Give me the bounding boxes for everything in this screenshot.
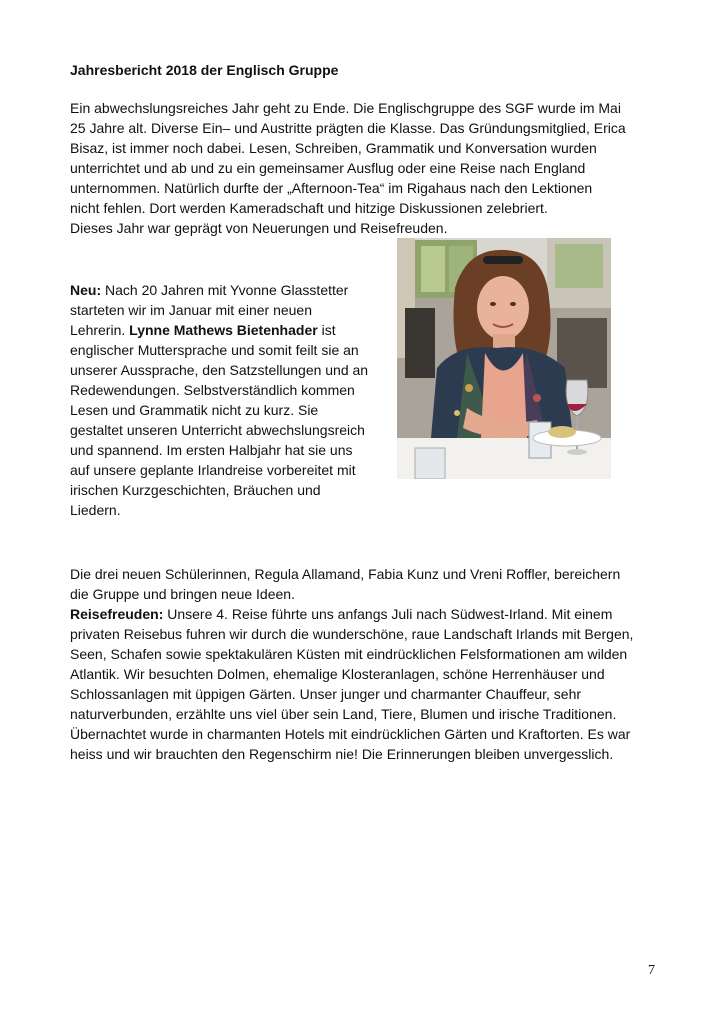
page-number: 7 bbox=[648, 963, 655, 978]
intro-line: nicht fehlen. Dort werden Kameradschaft und hitzige Diskussionen zelebriert. bbox=[70, 200, 548, 216]
intro-line: Ein abwechslungsreiches Jahr geht zu Ende. Die Englischgruppe des SGF wurde im Mai bbox=[70, 100, 621, 116]
neu-text-after: ist englischer Muttersprache und somit feilt sie an unserer Aussprache, den Satzstellungen und an Redewendungen. Selbstverständlich kommen Lesen und Grammatik nicht zu kurz. Sie gestaltet unseren Unterricht abwechslungsreich und spannend. Im ersten Halbjahr hat sie uns auf unsere geplante Irlandreise vorbereitet mit irischen Kurzgeschichten, Bräuchen und Liedern. bbox=[70, 322, 369, 518]
intro-line: Bisaz, ist immer noch dabei. Lesen, Schreiben, Grammatik und Konversation wurden bbox=[70, 140, 597, 156]
teacher-photo bbox=[397, 238, 611, 479]
reise-label: Reisefreuden: bbox=[70, 606, 164, 622]
neu-label: Neu: bbox=[70, 282, 102, 298]
teacher-name: Lynne Mathews Bietenhader bbox=[129, 322, 318, 338]
intro-paragraph bbox=[70, 98, 630, 238]
neu-text-before: Nach 20 Jahren mit Yvonne Glasstetter starteten wir im Januar mit einer neuen Lehrerin. bbox=[70, 282, 349, 338]
students-text: Die drei neuen Schülerinnen, Regula Allamand, Fabia Kunz und Vreni Roffler, bereichern die Gruppe und bringen neue Ideen. bbox=[70, 566, 621, 602]
new-teacher-paragraph bbox=[70, 280, 370, 520]
intro-line: unterrichtet und ab und zu ein gemeinsamer Ausflug oder eine Reise nach England bbox=[70, 160, 586, 176]
intro-line: Dieses Jahr war geprägt von Neuerungen und Reisefreuden. bbox=[70, 220, 448, 236]
reise-text: Unsere 4. Reise führte uns anfangs Juli nach Südwest-Irland. Mit einem privaten Reisebus fuhren wir durch die wunderschöne, raue Landschaft Irlands mit Bergen, Seen, Schafen sowie spektakulären Küsten mit eindrücklichen Felsformationen am wilden Atlantik. Wir besuchten Dolmen, ehemalige Klosteranlagen, schöne Herrenhäuser und Schlossanlagen mit üppigen Gärten. Unser junger und charmanter Chauffeur, sehr naturverbunden, erzählte uns viel über sein Land, Tiere, Blumen und irische Traditionen. Übernachtet wurde in charmanten Hotels mit eindrücklichen Gärten und Kraftorten. Es war heiss und wir brauchten den Regenschirm nie! Die Erinnerungen bleiben unvergesslich. bbox=[70, 606, 634, 762]
intro-line: 25 Jahre alt. Diverse Ein– und Austritte prägten die Klasse. Das Gründungsmitglied, Erica bbox=[70, 120, 626, 136]
report-title: Jahresbericht 2018 der Englisch Gruppe bbox=[70, 62, 339, 78]
students-and-travel-paragraph bbox=[70, 564, 640, 764]
intro-line: unternommen. Natürlich durfte der „Afternoon-Tea“ im Rigahaus nach den Lektionen bbox=[70, 180, 593, 196]
